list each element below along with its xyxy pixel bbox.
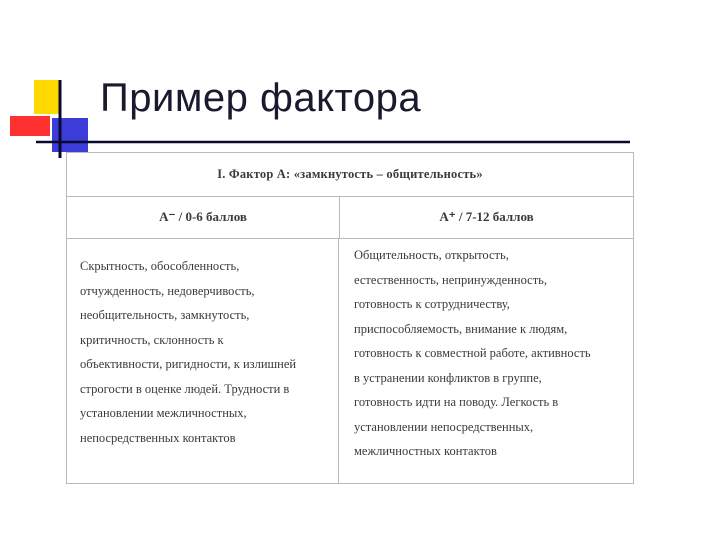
column-body-high bbox=[340, 239, 633, 483]
yellow-square bbox=[34, 80, 60, 114]
red-square bbox=[10, 116, 50, 136]
text-line: объективности, ригидности, к излишней bbox=[80, 357, 297, 371]
text-line: непосредственных контактов bbox=[80, 430, 236, 445]
text-line: установлении непосредственных, bbox=[354, 419, 534, 434]
text-line: критичность, склонность к bbox=[80, 332, 224, 347]
text-line: Скрытность, обособленность, bbox=[80, 259, 240, 273]
table-header: I. Фактор А: «замкнутость – общительность» bbox=[67, 153, 633, 197]
factor-table bbox=[66, 152, 634, 484]
text-line: межличностных контактов bbox=[354, 444, 497, 458]
blue-square bbox=[52, 118, 88, 152]
text-line: приспособляемость, внимание к людям, bbox=[354, 321, 568, 336]
column-heading-high: А⁺ / 7-12 баллов bbox=[340, 196, 633, 239]
text-line: готовность к сотрудничеству, bbox=[354, 297, 510, 311]
slide-title: Пример фактора bbox=[100, 76, 422, 120]
text-line: готовность к совместной работе, активность bbox=[354, 346, 591, 360]
text-line: естественность, непринужденность, bbox=[354, 272, 547, 287]
text-line: необщительность, замкнутость, bbox=[80, 308, 250, 322]
column-body-low bbox=[67, 239, 339, 483]
text-line: готовность идти на поводу. Легкость в bbox=[354, 395, 559, 409]
text-line: в устранении конфликтов в группе, bbox=[354, 370, 542, 385]
text-line: Общительность, открытость, bbox=[354, 248, 509, 262]
column-heading-low: А⁻ / 0-6 баллов bbox=[67, 196, 340, 239]
text-line: отчужденность, недоверчивость, bbox=[80, 283, 255, 298]
text-line: строгости в оценке людей. Трудности в bbox=[80, 381, 290, 396]
text-line: установлении межличностных, bbox=[80, 406, 247, 420]
